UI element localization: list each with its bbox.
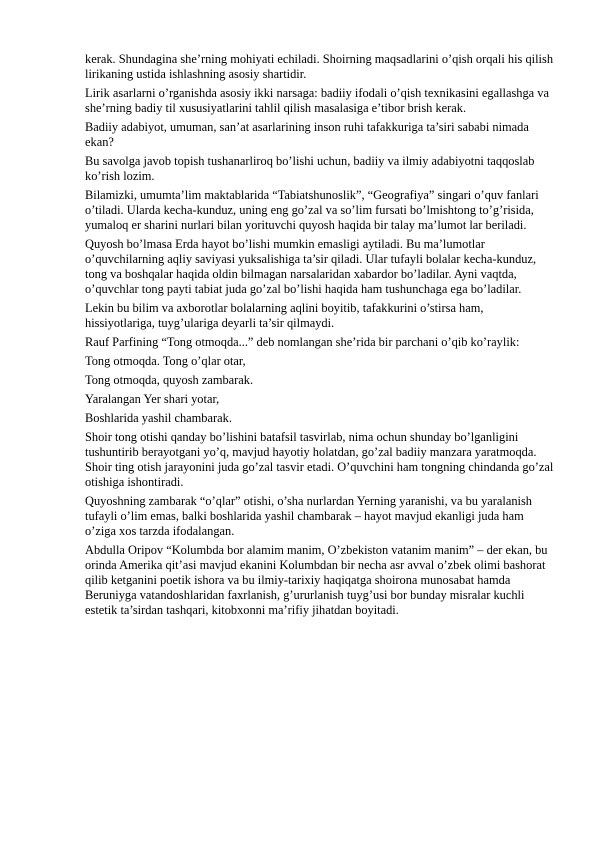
paragraph-7: Lekin bu bilim va axborotlar bolalarning aqlini boyitib, tafakkurini o’stirsa ham, hissiyotlariga, tuyg’ulariga deyarli ta’sir qilmaydi. bbox=[85, 301, 484, 330]
poem-line-4: Boshlarida yashil chambarak. bbox=[85, 411, 232, 425]
poem-line-1: Tong otmoqda. Tong o’qlar otar, bbox=[85, 354, 246, 368]
paragraph-1: kerak. Shundagina she’rning mohiyati echiladi. Shoirning maqsadlarini o’qish orqali his qilish lirikaning ustida ishlashning asosiy shartidir. bbox=[85, 52, 554, 81]
poem-line-2: Tong otmoqda, quyosh zambarak. bbox=[85, 373, 254, 387]
poem-line-3: Yaralangan Yer shari yotar, bbox=[85, 392, 220, 406]
paragraph-3: Badiiy adabiyot, umuman, san’at asarlarining inson ruhi tafakkuriga ta’siri sababi nimada ekan? bbox=[85, 120, 529, 149]
paragraph-11: Abdulla Oripov “Kolumbda bor alamim manim, O’zbekiston vatanim manim” – der ekan, bu orinda Amerika qit’asi mavjud ekanini Kolumbdan bir necha asr avval o’zbek olimi bashorat qilib ketganini poetik ishora va bu ilmiy-tarixiy haqiqatga shoirona munosabat hamda Beruniyga vatandoshlaridan faxrlanish, g’ururlanish tuyg’usi bor bunday misralar kuchli estetik ta’sirdan tashqari, kitobxonni ma’rifiy jihatdan boyitadi. bbox=[85, 543, 548, 617]
paragraph-6: Quyosh bo’lmasa Erda hayot bo’lishi mumkin emasligi aytiladi. Bu ma’lumotlar o’quvchilarning aqliy saviyasi yuksalishiga ta’sir qiladi. Ular tufayli bolalar kecha-kunduz, tong va boshqalar haqida oldin bilmagan narsalaridan xabardor bo’ladilar. Ayni vaqtda, o’quvchlar tong payti tabiat juda go’zal bo’lishi haqida ham tushunchaga ega bo’ladilar. bbox=[85, 237, 537, 296]
paragraph-5: Bilamizki, umumta’lim maktablarida “Tabiatshunoslik”, “Geografiya” singari o’quv fanlari o’tiladi. Ularda kecha-kunduz, uning eng go’zal va so’lim fursati bo’lmishtong to’g’risida, yumaloq er sharini nurlari bilan yorituvchi quyosh haqida bir talay ma’lumot lar beriladi. bbox=[85, 188, 539, 232]
document-page bbox=[85, 52, 555, 622]
paragraph-9: Shoir tong otishi qanday bo’lishini batafsil tasvirlab, nima ochun shunday bo’lganligini tushuntirib berayotgani yo’q, mavjud hayotiy holatdan, go’zal badiiy manzara yaratmoqda. Shoir ting otish jarayonini juda go’zal tasvir etadi. O’quvchini ham tongning chindanda go’zal otishiga ishontiradi. bbox=[85, 430, 554, 489]
paragraph-2: Lirik asarlarni o’rganishda asosiy ikki narsaga: badiiy ifodali o’qish texnikasini egallashga va she’rning badiy til xususiyatlarini tahlil qilish masalasiga e’tibor brish kerak. bbox=[85, 86, 549, 115]
paragraph-4: Bu savolga javob topish tushanarliroq bo’lishi uchun, badiiy va ilmiy adabiyotni taqqoslab ko’rish lozim. bbox=[85, 154, 535, 183]
paragraph-8: Rauf Parfining “Tong otmoqda...” deb nomlangan she’rida bir parchani o’qib ko’raylik: bbox=[85, 335, 520, 349]
paragraph-10: Quyoshning zambarak “o’qlar” otishi, o’sha nurlardan Yerning yaranishi, va bu yaralanish tufayli o’lim emas, balki boshlarida yashil chambarak – hayot mavjud ekanligi juda ham o’ziga xos tarzda ifodalangan. bbox=[85, 494, 532, 538]
